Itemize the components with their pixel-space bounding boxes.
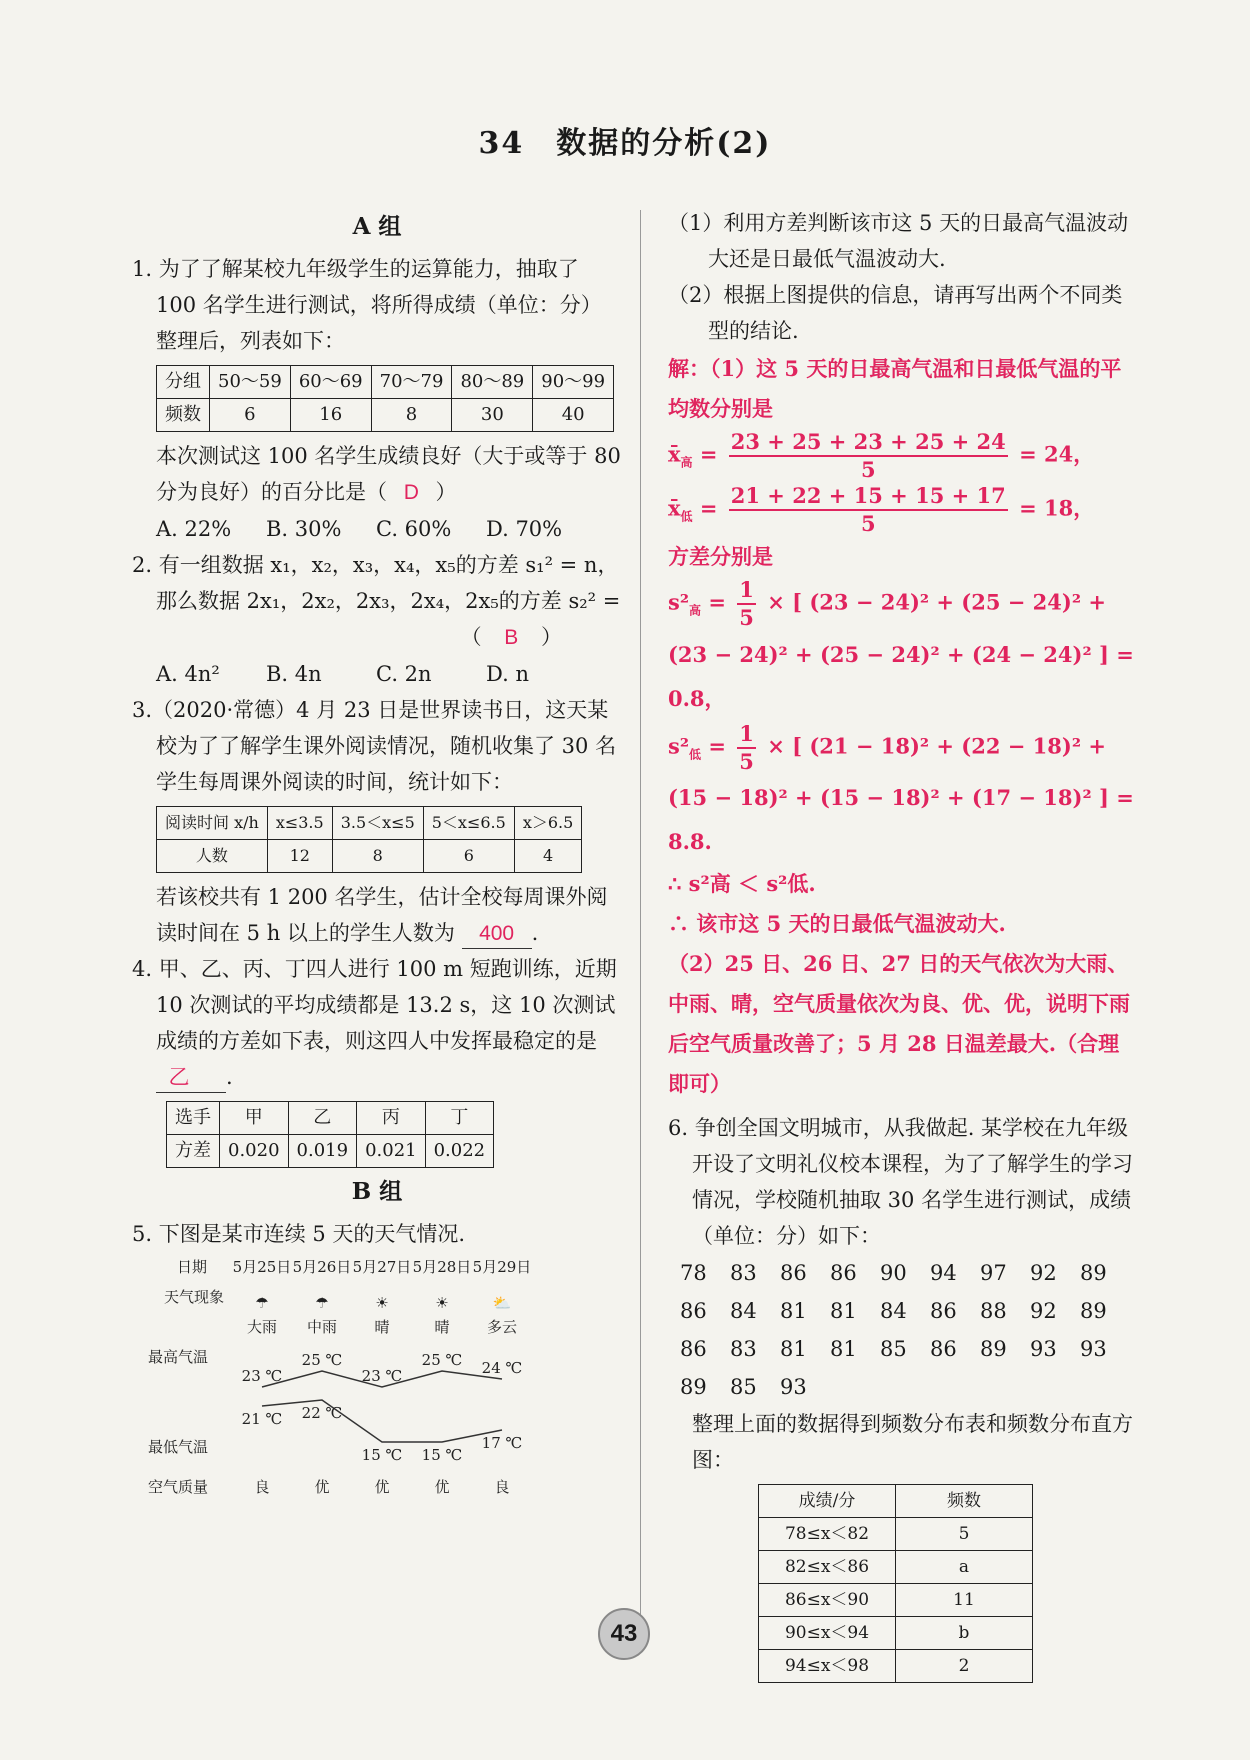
q4-row-cell: 方差 xyxy=(167,1135,220,1168)
q6-cell: 78≤x＜82 xyxy=(759,1518,896,1551)
q2-option-a: A. 4n² xyxy=(156,662,220,686)
q1-header-cell: 90～99 xyxy=(533,366,614,399)
weather-text: 多云 xyxy=(486,1318,518,1336)
q1-text: 1. 为了了解某校九年级学生的运算能力，抽取了 100 名学生进行测试，将所得成绩（单位：分）整理后，列表如下： xyxy=(132,257,602,353)
weather-label: 天气现象 xyxy=(164,1288,225,1306)
date-label: 5月26日 xyxy=(292,1258,352,1276)
q6-cell: 86≤x＜90 xyxy=(759,1584,896,1617)
solution-line-1: 解：（1）这 5 天的日最高气温和日最低气温的平均数分别是 xyxy=(668,356,1122,421)
air-quality-value: 良 xyxy=(254,1478,270,1496)
solution-var-low: $s^2_低$ = $\frac{1}{5}$ × [ (21 − 18)² + (22 − 18)² + (15 − 18)² + (15 − 18)² + (17 − 18)² ] = 8.8. xyxy=(668,720,1134,855)
solution-line-4: ∴ 该市这 5 天的日最低气温波动大. xyxy=(668,911,1006,937)
q3-header-cell: 阅读时间 x/h xyxy=(157,807,268,840)
q1-header-cell: 70～79 xyxy=(371,366,452,399)
q2-option-c: C. 2n xyxy=(376,662,432,686)
q1-header-cell: 分组 xyxy=(157,366,210,399)
q6-scores xyxy=(668,1254,1136,1406)
q4-header-cell: 丙 xyxy=(357,1102,426,1135)
score-value: 81 xyxy=(830,1337,857,1362)
q6-cell: 11 xyxy=(896,1584,1033,1617)
q1-row-cell: 40 xyxy=(533,399,614,432)
q6-cell: 成绩/分 xyxy=(759,1485,896,1518)
q1-table xyxy=(156,365,614,432)
solution-line-3: ∴ s²高 ＜ s²低. xyxy=(668,871,816,897)
air-quality-value: 优 xyxy=(314,1478,330,1496)
score-value: 92 xyxy=(1030,1299,1057,1324)
high-temp-label: 最高气温 xyxy=(148,1348,209,1366)
weather-figure xyxy=(132,1252,622,1542)
column-divider xyxy=(640,210,641,1645)
q3-header-cell: 5＜x≤6.5 xyxy=(423,807,514,840)
weather-icon: ☀ xyxy=(435,1294,449,1312)
score-value: 93 xyxy=(1030,1337,1057,1362)
q3-header-cell: x≤3.5 xyxy=(267,807,332,840)
q6-cell: 2 xyxy=(896,1650,1033,1683)
weather-chart xyxy=(132,1252,622,1542)
q3-row-cell: 8 xyxy=(332,840,423,873)
score-value: 89 xyxy=(1080,1299,1107,1324)
score-value: 81 xyxy=(830,1299,857,1324)
date-label: 5月27日 xyxy=(352,1258,412,1276)
weather-text: 晴 xyxy=(374,1318,390,1336)
q1-row-cell: 30 xyxy=(452,399,533,432)
q6-cell: a xyxy=(896,1551,1033,1584)
q4-header-cell: 乙 xyxy=(288,1102,357,1135)
q1-option-d: D. 70% xyxy=(486,517,563,541)
q2-options xyxy=(132,656,622,692)
high-temp-value: 24 ℃ xyxy=(481,1359,523,1377)
score-value: 86 xyxy=(680,1299,707,1324)
q5-sub2: （2）根据上图提供的信息，请再写出两个不同类型的结论. xyxy=(668,283,1123,343)
q4-table xyxy=(166,1101,494,1168)
score-value: 97 xyxy=(980,1261,1007,1286)
air-quality-value: 优 xyxy=(374,1478,390,1496)
weather-text: 晴 xyxy=(434,1318,450,1336)
solution-line-2: 方差分别是 xyxy=(668,544,773,569)
q5-sub1: （1）利用方差判断该市这 5 天的日最高气温波动大还是日最低气温波动大. xyxy=(668,211,1129,271)
q4-header-cell: 丁 xyxy=(425,1102,494,1135)
q2-text: 2. 有一组数据 x₁，x₂，x₃，x₄，x₅的方差 s₁² = n，那么数据 2x₁，2x₂，2x₃，2x₄，2x₅的方差 s₂² = xyxy=(132,553,621,613)
q3-header-cell: 3.5＜x≤5 xyxy=(332,807,423,840)
q1-row-cell: 16 xyxy=(290,399,371,432)
score-value: 90 xyxy=(880,1261,907,1286)
q3-header-cell: x＞6.5 xyxy=(514,807,581,840)
q1-row-cell: 6 xyxy=(210,399,291,432)
q1-option-c: C. 60% xyxy=(376,517,452,541)
weather-icon: ⛅ xyxy=(492,1294,512,1312)
score-value: 86 xyxy=(780,1261,807,1286)
score-value: 92 xyxy=(1030,1261,1057,1286)
q1-options xyxy=(132,511,622,547)
q6-table-row xyxy=(759,1617,1033,1650)
solution-mean-low: $x̄_低$ = $\frac{21 + 22 + 15 + 15 + 17}{5}$ = 18， xyxy=(668,483,1095,536)
q2-answer-line: （ B ） xyxy=(460,625,562,649)
air-quality-label: 空气质量 xyxy=(148,1478,209,1496)
q5-text: 5. 下图是某市连续 5 天的天气情况. xyxy=(132,1222,466,1246)
low-temp-value: 21 ℃ xyxy=(241,1410,283,1428)
group-a-heading: A 组 xyxy=(352,213,402,240)
q1-answer: D xyxy=(403,481,419,504)
score-value: 86 xyxy=(680,1337,707,1362)
score-value: 89 xyxy=(1080,1261,1107,1286)
q6-cell: 90≤x＜94 xyxy=(759,1617,896,1650)
q1-option-a: A. 22% xyxy=(156,517,232,541)
q6-table-row xyxy=(759,1650,1033,1683)
score-value: 93 xyxy=(1080,1337,1107,1362)
q1-header-cell: 80～89 xyxy=(452,366,533,399)
q4-header-cell: 甲 xyxy=(220,1102,289,1135)
q1-option-b: B. 30% xyxy=(266,517,342,541)
q4-row-cell: 0.020 xyxy=(220,1135,289,1168)
date-label: 5月28日 xyxy=(412,1258,472,1276)
score-value: 94 xyxy=(930,1261,957,1286)
q6-table-row xyxy=(759,1584,1033,1617)
q3-row-cell: 12 xyxy=(267,840,332,873)
score-value: 81 xyxy=(780,1337,807,1362)
q6-cell: 82≤x＜86 xyxy=(759,1551,896,1584)
q4-row-cell: 0.021 xyxy=(357,1135,426,1168)
q1-row-cell: 频数 xyxy=(157,399,210,432)
q3-answer: 400 xyxy=(462,920,532,949)
air-quality-value: 良 xyxy=(494,1478,510,1496)
low-temp-value: 15 ℃ xyxy=(361,1446,403,1464)
date-label: 5月29日 xyxy=(472,1258,532,1276)
q3-row-cell: 6 xyxy=(423,840,514,873)
q3-question: 若该校共有 1 200 名学生，估计全校每周课外阅读时间在 5 h 以上的学生人数为 400 . xyxy=(132,879,622,951)
score-value: 85 xyxy=(730,1375,757,1400)
score-value: 89 xyxy=(680,1375,707,1400)
high-temp-value: 23 ℃ xyxy=(361,1367,403,1385)
weather-icon: ☂ xyxy=(315,1294,329,1312)
q2-answer: B xyxy=(504,626,519,649)
weather-text: 中雨 xyxy=(306,1318,338,1336)
solution-mean-high: $x̄_高$ = $\frac{23 + 25 + 23 + 25 + 24}{5}$ = 24， xyxy=(668,429,1095,482)
score-value: 89 xyxy=(980,1337,1007,1362)
q6-text2: 整理上面的数据得到频数分布表和频数分布直方图： xyxy=(692,1412,1133,1473)
page-title: 34 数据的分析(2) xyxy=(478,126,772,161)
score-value: 86 xyxy=(930,1299,957,1324)
score-value: 83 xyxy=(730,1337,757,1362)
score-value: 93 xyxy=(780,1375,807,1400)
left-column xyxy=(132,205,622,1542)
q4-answer: 乙 xyxy=(156,1064,226,1093)
q3-table xyxy=(156,806,582,873)
score-value: 85 xyxy=(880,1337,907,1362)
q1-header-cell: 50～59 xyxy=(210,366,291,399)
q4-row-cell: 0.019 xyxy=(288,1135,357,1168)
high-temp-value: 25 ℃ xyxy=(421,1351,463,1369)
low-temp-value: 15 ℃ xyxy=(421,1446,463,1464)
solution-var-high: $s^2_高$ = $\frac{1}{5}$ × [ (23 − 24)² + (25 − 24)² + (23 − 24)² + (25 − 24)² + (24 − 24)² ] = 0.8， xyxy=(668,577,1134,711)
score-value: 83 xyxy=(730,1261,757,1286)
score-value: 78 xyxy=(680,1261,707,1286)
score-value: 84 xyxy=(730,1299,757,1324)
q3-text: 3.（2020·常德）4 月 23 日是世界读书日，这天某校为了了解学生课外阅读情况，随机收集了 30 名学生每周课外阅读的时间，统计如下： xyxy=(132,698,617,794)
q6-table xyxy=(758,1484,1033,1683)
low-temp-value: 17 ℃ xyxy=(481,1434,523,1452)
solution-line-5: （2）25 日、26 日、27 日的天气依次为大雨、中雨、晴，空气质量依次为良、优、优，说明下雨后空气质量改善了；5 月 28 日温差最大.（合理即可） xyxy=(668,951,1130,1097)
q6-cell: 5 xyxy=(896,1518,1033,1551)
low-temp-line xyxy=(262,1400,502,1442)
weather-icon: ☂ xyxy=(255,1294,269,1312)
score-value: 84 xyxy=(880,1299,907,1324)
score-value: 86 xyxy=(930,1337,957,1362)
q6-table-row xyxy=(759,1518,1033,1551)
high-temp-value: 23 ℃ xyxy=(241,1367,283,1385)
q2-option-b: B. 4n xyxy=(266,662,322,686)
q4-text: 4. 甲、乙、丙、丁四人进行 100 m 短跑训练，近期 10 次测试的平均成绩都是 13.2 s，这 10 次测试成绩的方差如下表，则这四人中发挥最稳定的是 乙 . xyxy=(132,951,622,1095)
score-value: 81 xyxy=(780,1299,807,1324)
weather-text: 大雨 xyxy=(246,1318,278,1336)
weather-icon: ☀ xyxy=(375,1294,389,1312)
q6-table-row xyxy=(759,1551,1033,1584)
group-b-heading: B 组 xyxy=(351,1178,403,1205)
right-column xyxy=(668,205,1136,1689)
q1-header-cell: 60～69 xyxy=(290,366,371,399)
dates-label: 日期 xyxy=(176,1258,208,1276)
q3-row-cell: 4 xyxy=(514,840,581,873)
solution xyxy=(668,349,1136,1104)
q6-cell: 频数 xyxy=(896,1485,1033,1518)
page-number: 43 xyxy=(598,1608,650,1660)
q6-cell: b xyxy=(896,1617,1033,1650)
q4-row-cell: 0.022 xyxy=(425,1135,494,1168)
low-temp-value: 22 ℃ xyxy=(301,1404,343,1422)
q6-cell: 94≤x＜98 xyxy=(759,1650,896,1683)
q4-header-cell: 选手 xyxy=(167,1102,220,1135)
score-value: 86 xyxy=(830,1261,857,1286)
q3-row-cell: 人数 xyxy=(157,840,268,873)
air-quality-value: 优 xyxy=(434,1478,450,1496)
date-label: 5月25日 xyxy=(232,1258,292,1276)
q6-text: 6. 争创全国文明城市，从我做起. 某学校在九年级开设了文明礼仪校本课程，为了了解学生的学习情况，学校随机抽取 30 名学生进行测试，成绩（单位：分）如下： xyxy=(668,1116,1133,1249)
q6-header-row xyxy=(759,1485,1033,1518)
q1-row-cell: 8 xyxy=(371,399,452,432)
q2-option-d: D. n xyxy=(486,662,529,686)
low-temp-label: 最低气温 xyxy=(148,1438,209,1456)
score-value: 88 xyxy=(980,1299,1007,1324)
q1-question: 本次测试这 100 名学生成绩良好（大于或等于 80 分为良好）的百分比是（ D ） xyxy=(156,444,621,504)
high-temp-value: 25 ℃ xyxy=(301,1351,343,1369)
